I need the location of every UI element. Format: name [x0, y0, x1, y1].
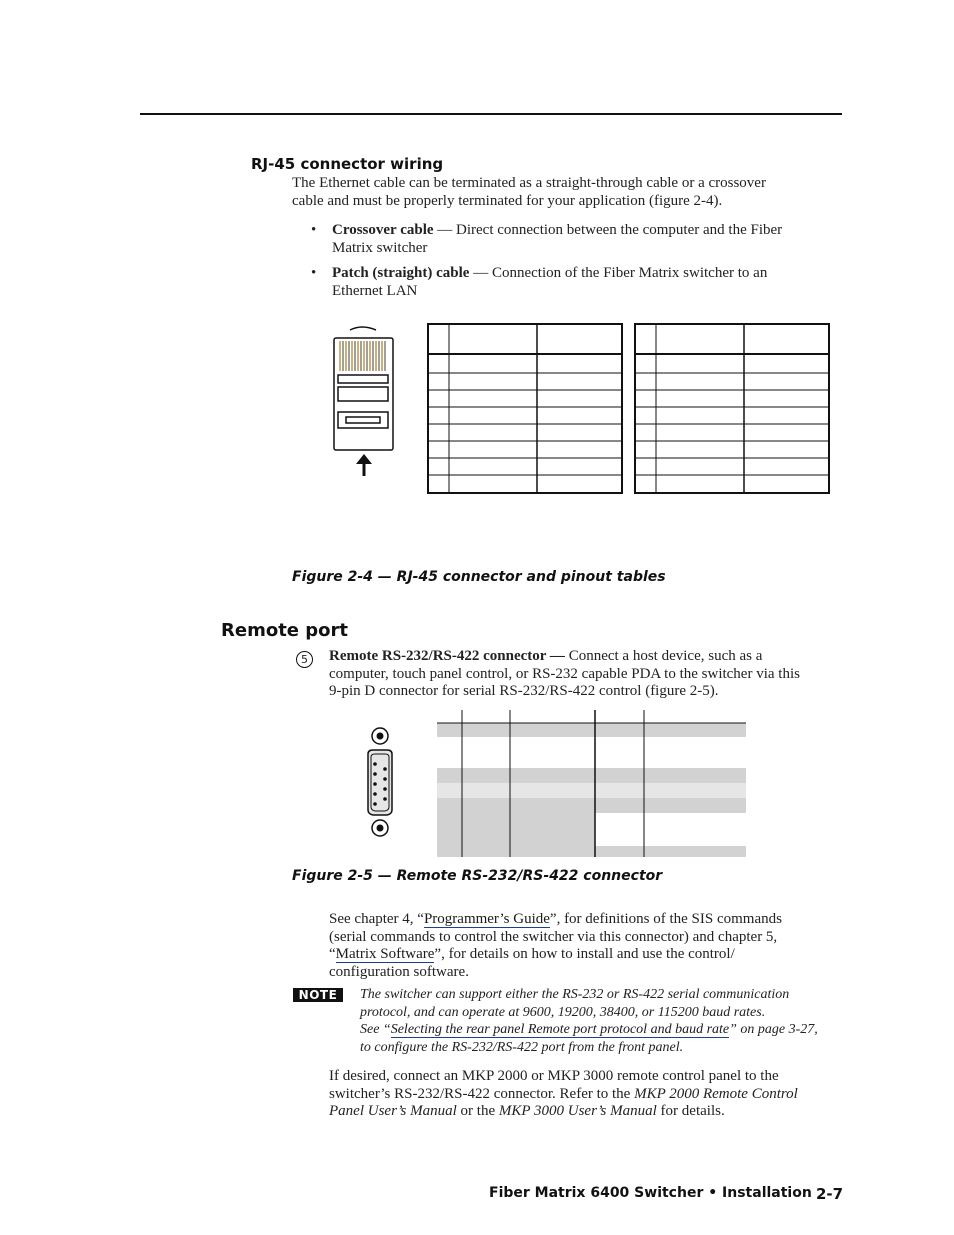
see-text: ”, for definitions of the SIS commands: [549, 911, 782, 927]
bullet-patch: [332, 265, 832, 300]
remote-item-line2: computer, touch panel control, or RS-232 capable PDA to the switcher via this: [329, 665, 800, 682]
mkp-3000-manual-title: MKP 3000 User’s Manual: [498, 1103, 657, 1119]
remote-item-label: Remote RS-232/RS-422 connector —: [329, 648, 565, 664]
mkp-text: or the: [456, 1103, 499, 1119]
note-line1: The switcher can support either the RS-232 or RS-422 serial communication: [360, 987, 790, 1002]
matrix-software-link[interactable]: Matrix Software: [335, 946, 435, 962]
bullet-label: Patch (straight) cable: [332, 265, 470, 281]
page-number: 2-7: [816, 1185, 844, 1203]
bullet-text-line2: Matrix switcher: [332, 239, 428, 256]
callout-number: [296, 648, 313, 668]
bullet-dot: •: [311, 265, 317, 281]
note-text-part: See “: [360, 1022, 391, 1037]
see-chapter-paragraph: [329, 911, 844, 981]
note-text-part: ” on page 3-27,: [729, 1022, 818, 1037]
bullet-text: — Connection of the Fiber Matrix switcher to an: [469, 265, 768, 281]
bullet-text-line2: Ethernet LAN: [332, 282, 418, 299]
rj45-connector-drawing: [326, 326, 402, 478]
note-line2: protocol, and can operate at 9600, 19200, 38400, or 115200 baud rates.: [360, 1004, 766, 1020]
header-rule: [140, 113, 842, 115]
rj45-intro: [292, 175, 832, 210]
mkp-2000-manual-title: MKP 2000 Remote Control: [634, 1085, 798, 1102]
remote-item-text: Connect a host device, such as a: [564, 648, 763, 664]
see-text-line4: configuration software.: [329, 963, 469, 980]
pinout-table-left: [427, 323, 623, 494]
bullet-dot: •: [311, 222, 317, 238]
see-text: “: [329, 946, 336, 962]
mkp-2000-manual-title-cont: Panel User’s Manual: [329, 1103, 457, 1119]
note-text: [360, 986, 845, 1056]
programmers-guide-link[interactable]: Programmer’s Guide: [423, 911, 550, 927]
bullet-label: Crossover cable: [332, 222, 434, 238]
rs232-pin-table: [437, 710, 747, 858]
remote-port-heading: Remote port: [221, 620, 349, 641]
db9-connector-drawing: [360, 724, 400, 840]
bullet-text: — Direct connection between the computer and the Fiber: [433, 222, 783, 238]
rj45-intro-line2: cable and must be properly terminated for your application (figure 2-4).: [292, 192, 723, 209]
remote-item-line3: 9-pin D connector for serial RS-232/RS-422 control (figure 2-5).: [329, 683, 719, 699]
footer-title: Fiber Matrix 6400 Switcher • Installation: [489, 1185, 812, 1201]
note-line4: to configure the RS-232/RS-422 port from the front panel.: [360, 1039, 684, 1055]
mkp-paragraph: [329, 1068, 844, 1121]
see-text-line2: (serial commands to control the switcher via this connector) and chapter 5,: [329, 928, 778, 945]
figure-2-5-caption: Figure 2-5 — Remote RS-232/RS-422 connector: [292, 868, 663, 884]
pinout-table-right: [634, 323, 830, 494]
mkp-text: switcher’s RS-232/RS-422 connector. Refer to the: [329, 1085, 635, 1102]
callout-5-badge: 5: [296, 651, 313, 668]
mkp-line1: If desired, connect an MKP 2000 or MKP 3000 remote control panel to the: [329, 1068, 779, 1084]
rj45-heading: RJ-45 connector wiring: [251, 155, 444, 173]
remote-connector-description: [329, 648, 844, 701]
selecting-remote-port-link[interactable]: Selecting the rear panel Remote port protocol and baud rate: [390, 1022, 730, 1037]
see-text: See chapter 4, “: [329, 911, 424, 927]
note-badge: NOTE: [293, 988, 343, 1002]
mkp-text: for details.: [656, 1103, 725, 1119]
rj45-intro-line1: The Ethernet cable can be terminated as a straight-through cable or a crossover: [292, 175, 766, 191]
see-text: ”, for details on how to install and use the control/: [434, 946, 735, 962]
figure-2-4-caption: Figure 2-4 — RJ-45 connector and pinout tables: [292, 569, 666, 585]
bullet-crossover: [332, 222, 832, 257]
